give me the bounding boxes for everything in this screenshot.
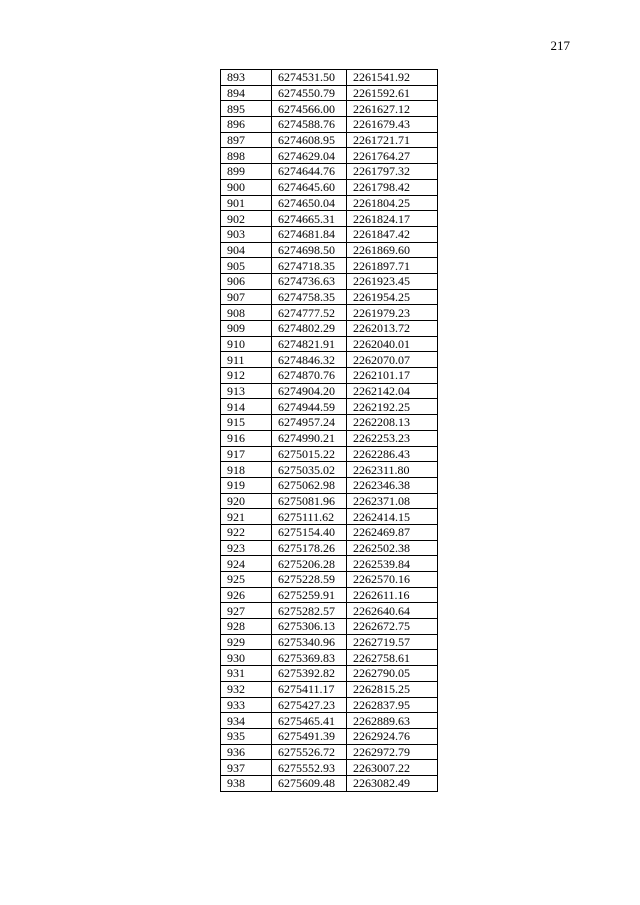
table-row <box>221 603 438 619</box>
x-coordinate-cell: 6275081.96 <box>272 493 347 509</box>
table-row <box>221 477 438 493</box>
y-coordinate-cell: 2262346.38 <box>347 477 438 493</box>
y-coordinate-cell: 2262972.79 <box>347 744 438 760</box>
x-coordinate-cell: 6274665.31 <box>272 211 347 227</box>
point-number-cell: 927 <box>221 603 272 619</box>
x-coordinate-cell: 6275392.82 <box>272 666 347 682</box>
y-coordinate-cell: 2261824.17 <box>347 211 438 227</box>
x-coordinate-cell: 6275154.40 <box>272 524 347 540</box>
table-row <box>221 728 438 744</box>
point-number-cell: 926 <box>221 587 272 603</box>
table-row <box>221 572 438 588</box>
table-row <box>221 289 438 305</box>
point-number-cell: 894 <box>221 85 272 101</box>
point-number-cell: 916 <box>221 430 272 446</box>
table-row <box>221 211 438 227</box>
y-coordinate-cell: 2262719.57 <box>347 634 438 650</box>
point-number-cell: 893 <box>221 70 272 86</box>
table-row <box>221 101 438 117</box>
x-coordinate-cell: 6274550.79 <box>272 85 347 101</box>
y-coordinate-cell: 2261764.27 <box>347 148 438 164</box>
table-row <box>221 462 438 478</box>
x-coordinate-cell: 6275340.96 <box>272 634 347 650</box>
point-number-cell: 900 <box>221 179 272 195</box>
point-number-cell: 929 <box>221 634 272 650</box>
table-row <box>221 226 438 242</box>
point-number-cell: 934 <box>221 713 272 729</box>
y-coordinate-cell: 2262502.38 <box>347 540 438 556</box>
point-number-cell: 911 <box>221 352 272 368</box>
y-coordinate-cell: 2262253.23 <box>347 430 438 446</box>
point-number-cell: 935 <box>221 728 272 744</box>
x-coordinate-cell: 6275206.28 <box>272 556 347 572</box>
x-coordinate-cell: 6274629.04 <box>272 148 347 164</box>
table-row <box>221 681 438 697</box>
x-coordinate-cell: 6275491.39 <box>272 728 347 744</box>
x-coordinate-cell: 6274718.35 <box>272 258 347 274</box>
x-coordinate-cell: 6274957.24 <box>272 415 347 431</box>
y-coordinate-cell: 2261954.25 <box>347 289 438 305</box>
x-coordinate-cell: 6274736.63 <box>272 273 347 289</box>
x-coordinate-cell: 6275035.02 <box>272 462 347 478</box>
point-number-cell: 915 <box>221 415 272 431</box>
y-coordinate-cell: 2262889.63 <box>347 713 438 729</box>
x-coordinate-cell: 6274846.32 <box>272 352 347 368</box>
y-coordinate-cell: 2262469.87 <box>347 524 438 540</box>
y-coordinate-cell: 2262142.04 <box>347 383 438 399</box>
y-coordinate-cell: 2262040.01 <box>347 336 438 352</box>
table-row <box>221 117 438 133</box>
point-number-cell: 931 <box>221 666 272 682</box>
table-row <box>221 446 438 462</box>
x-coordinate-cell: 6274650.04 <box>272 195 347 211</box>
point-number-cell: 898 <box>221 148 272 164</box>
table-row <box>221 509 438 525</box>
point-number-cell: 904 <box>221 242 272 258</box>
y-coordinate-cell: 2261897.71 <box>347 258 438 274</box>
x-coordinate-cell: 6275062.98 <box>272 477 347 493</box>
point-number-cell: 896 <box>221 117 272 133</box>
point-number-cell: 938 <box>221 775 272 791</box>
x-coordinate-cell: 6275526.72 <box>272 744 347 760</box>
point-number-cell: 897 <box>221 132 272 148</box>
table-row <box>221 179 438 195</box>
table-row <box>221 524 438 540</box>
x-coordinate-cell: 6275369.83 <box>272 650 347 666</box>
page-number: 217 <box>550 38 570 53</box>
table-row <box>221 164 438 180</box>
table-row <box>221 540 438 556</box>
x-coordinate-cell: 6275427.23 <box>272 697 347 713</box>
y-coordinate-cell: 2261798.42 <box>347 179 438 195</box>
point-number-cell: 901 <box>221 195 272 211</box>
point-number-cell: 930 <box>221 650 272 666</box>
x-coordinate-cell: 6274698.50 <box>272 242 347 258</box>
y-coordinate-cell: 2262837.95 <box>347 697 438 713</box>
table-row <box>221 336 438 352</box>
point-number-cell: 903 <box>221 226 272 242</box>
table-row <box>221 305 438 321</box>
y-coordinate-cell: 2261804.25 <box>347 195 438 211</box>
x-coordinate-cell: 6274566.00 <box>272 101 347 117</box>
table-row <box>221 634 438 650</box>
table-row <box>221 666 438 682</box>
coordinates-table-body <box>221 70 438 792</box>
y-coordinate-cell: 2262101.17 <box>347 368 438 384</box>
y-coordinate-cell: 2262672.75 <box>347 619 438 635</box>
y-coordinate-cell: 2262286.43 <box>347 446 438 462</box>
y-coordinate-cell: 2261627.12 <box>347 101 438 117</box>
x-coordinate-cell: 6274821.91 <box>272 336 347 352</box>
y-coordinate-cell: 2261679.43 <box>347 117 438 133</box>
y-coordinate-cell: 2261592.61 <box>347 85 438 101</box>
x-coordinate-cell: 6274608.95 <box>272 132 347 148</box>
point-number-cell: 924 <box>221 556 272 572</box>
x-coordinate-cell: 6274802.29 <box>272 321 347 337</box>
point-number-cell: 936 <box>221 744 272 760</box>
table-row <box>221 619 438 635</box>
x-coordinate-cell: 6274777.52 <box>272 305 347 321</box>
x-coordinate-cell: 6275306.13 <box>272 619 347 635</box>
x-coordinate-cell: 6275178.26 <box>272 540 347 556</box>
point-number-cell: 917 <box>221 446 272 462</box>
point-number-cell: 914 <box>221 399 272 415</box>
table-row <box>221 650 438 666</box>
point-number-cell: 918 <box>221 462 272 478</box>
table-row <box>221 70 438 86</box>
y-coordinate-cell: 2261869.60 <box>347 242 438 258</box>
table-row <box>221 132 438 148</box>
point-number-cell: 913 <box>221 383 272 399</box>
y-coordinate-cell: 2262070.07 <box>347 352 438 368</box>
table-row <box>221 760 438 776</box>
table-row <box>221 321 438 337</box>
y-coordinate-cell: 2262570.16 <box>347 572 438 588</box>
point-number-cell: 933 <box>221 697 272 713</box>
table-row <box>221 415 438 431</box>
x-coordinate-cell: 6275282.57 <box>272 603 347 619</box>
x-coordinate-cell: 6274531.50 <box>272 70 347 86</box>
x-coordinate-cell: 6274904.20 <box>272 383 347 399</box>
x-coordinate-cell: 6274870.76 <box>272 368 347 384</box>
y-coordinate-cell: 2261979.23 <box>347 305 438 321</box>
point-number-cell: 899 <box>221 164 272 180</box>
table-row <box>221 775 438 791</box>
y-coordinate-cell: 2262208.13 <box>347 415 438 431</box>
table-row <box>221 383 438 399</box>
table-row <box>221 195 438 211</box>
point-number-cell: 908 <box>221 305 272 321</box>
y-coordinate-cell: 2261721.71 <box>347 132 438 148</box>
x-coordinate-cell: 6275465.41 <box>272 713 347 729</box>
x-coordinate-cell: 6274758.35 <box>272 289 347 305</box>
point-number-cell: 910 <box>221 336 272 352</box>
y-coordinate-cell: 2262539.84 <box>347 556 438 572</box>
y-coordinate-cell: 2262311.80 <box>347 462 438 478</box>
y-coordinate-cell: 2262013.72 <box>347 321 438 337</box>
x-coordinate-cell: 6275111.62 <box>272 509 347 525</box>
point-number-cell: 932 <box>221 681 272 697</box>
y-coordinate-cell: 2262758.61 <box>347 650 438 666</box>
y-coordinate-cell: 2262790.05 <box>347 666 438 682</box>
x-coordinate-cell: 6274944.59 <box>272 399 347 415</box>
point-number-cell: 921 <box>221 509 272 525</box>
y-coordinate-cell: 2261797.32 <box>347 164 438 180</box>
table-row <box>221 258 438 274</box>
point-number-cell: 895 <box>221 101 272 117</box>
x-coordinate-cell: 6274990.21 <box>272 430 347 446</box>
y-coordinate-cell: 2261541.92 <box>347 70 438 86</box>
y-coordinate-cell: 2262371.08 <box>347 493 438 509</box>
x-coordinate-cell: 6275228.59 <box>272 572 347 588</box>
point-number-cell: 928 <box>221 619 272 635</box>
y-coordinate-cell: 2262924.76 <box>347 728 438 744</box>
point-number-cell: 937 <box>221 760 272 776</box>
table-row <box>221 556 438 572</box>
y-coordinate-cell: 2261923.45 <box>347 273 438 289</box>
x-coordinate-cell: 6275609.48 <box>272 775 347 791</box>
point-number-cell: 919 <box>221 477 272 493</box>
table-row <box>221 242 438 258</box>
point-number-cell: 925 <box>221 572 272 588</box>
y-coordinate-cell: 2262640.64 <box>347 603 438 619</box>
y-coordinate-cell: 2262815.25 <box>347 681 438 697</box>
x-coordinate-cell: 6274681.84 <box>272 226 347 242</box>
table-row <box>221 368 438 384</box>
y-coordinate-cell: 2263082.49 <box>347 775 438 791</box>
table-row <box>221 85 438 101</box>
table-row <box>221 430 438 446</box>
x-coordinate-cell: 6275552.93 <box>272 760 347 776</box>
table-row <box>221 352 438 368</box>
table-row <box>221 587 438 603</box>
table-row <box>221 697 438 713</box>
y-coordinate-cell: 2262414.15 <box>347 509 438 525</box>
x-coordinate-cell: 6275411.17 <box>272 681 347 697</box>
point-number-cell: 923 <box>221 540 272 556</box>
point-number-cell: 907 <box>221 289 272 305</box>
x-coordinate-cell: 6274645.60 <box>272 179 347 195</box>
coordinates-table <box>220 69 438 792</box>
y-coordinate-cell: 2263007.22 <box>347 760 438 776</box>
table-row <box>221 399 438 415</box>
table-row <box>221 744 438 760</box>
y-coordinate-cell: 2262192.25 <box>347 399 438 415</box>
y-coordinate-cell: 2261847.42 <box>347 226 438 242</box>
table-row <box>221 148 438 164</box>
point-number-cell: 909 <box>221 321 272 337</box>
point-number-cell: 922 <box>221 524 272 540</box>
point-number-cell: 920 <box>221 493 272 509</box>
table-row <box>221 273 438 289</box>
table-row <box>221 713 438 729</box>
point-number-cell: 906 <box>221 273 272 289</box>
x-coordinate-cell: 6275015.22 <box>272 446 347 462</box>
table-row <box>221 493 438 509</box>
x-coordinate-cell: 6274644.76 <box>272 164 347 180</box>
y-coordinate-cell: 2262611.16 <box>347 587 438 603</box>
point-number-cell: 912 <box>221 368 272 384</box>
x-coordinate-cell: 6275259.91 <box>272 587 347 603</box>
point-number-cell: 905 <box>221 258 272 274</box>
x-coordinate-cell: 6274588.76 <box>272 117 347 133</box>
point-number-cell: 902 <box>221 211 272 227</box>
